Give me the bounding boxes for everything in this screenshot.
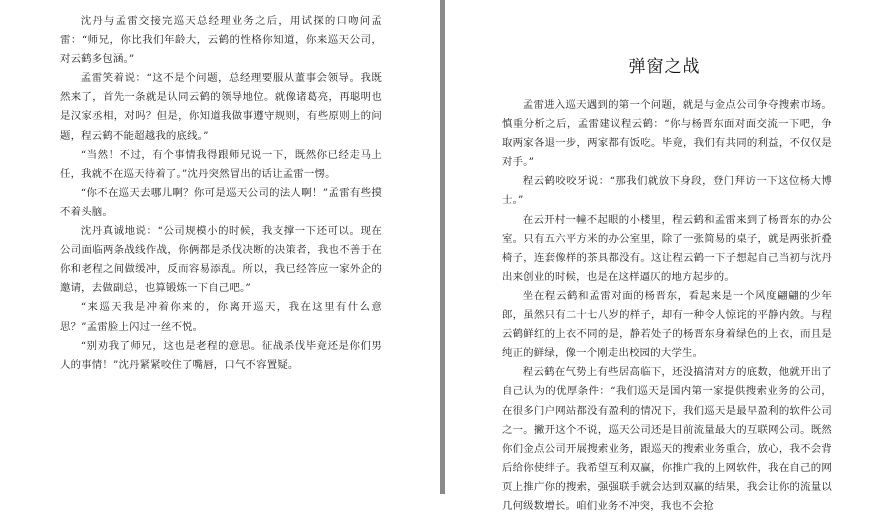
paragraph: “当然！不过，有个事情我得跟师兄说一下，既然你已经走马上任，我就不在巡天待着了。”沈丹突然冒出的话让孟雷一愣。 (60, 148, 382, 180)
paragraph: “来巡天我是冲着你来的，你离开巡天，我在这里有什么意思？”孟雷脸上闪过一丝不悦。 (60, 301, 382, 333)
chapter-title: 弹窗之战 (628, 57, 701, 77)
paragraph: “你不在巡天去哪儿啊？你可是巡天公司的法人啊！”孟雷有些摸不着头脑。 (60, 186, 382, 218)
paragraph: 孟雷进入巡天遇到的第一个问题，就是与金点公司争夺搜索市场。慎重分析之后，孟雷建议程云鹤：“你与杨晋东面对面交流一下吧，争取两家各退一步，两家都有饭吃。毕竟，我们有共同的利益，不仅仅是对手。” (502, 99, 832, 169)
paragraph: 沈丹与孟雷交接完巡天总经理业务之后，用试探的口吻问孟雷：“师兄，你比我们年龄大，云鹤的性格你知道，你来巡天公司，对云鹤多包涵。” (60, 15, 382, 66)
paragraph: 孟雷笑着说：“这不是个问题，总经理要服从董事会领导。我既然来了，首先一条就是认同云鹤的领导地位。就像诸葛亮，再聪明也是汉家丞相，对吗？但是，你知道我做事遵守规则，有些原则上的问题，程云鹤不能超越我的底线。” (60, 72, 382, 142)
left-page (0, 0, 440, 494)
paragraph: 沈丹真诚地说：“公司规模小的时候，我支撑一下还可以。现在公司面临两条战线作战，你俩都是杀伐决断的决策者，我也不善于在你和老程之间做缓冲，反而容易添乱。所以，我已经答应一家外企的邀请，去做副总，也算锻炼一下自己吧。” (60, 225, 382, 295)
right-page-body (502, 96, 832, 516)
right-page (445, 0, 884, 512)
paragraph: “别劝我了师兄，这也是老程的意思。征战杀伐毕竟还是你们男人的事情！”沈丹紧紧咬住了嘴唇，口气不容置疑。 (60, 339, 382, 371)
paragraph: 坐在程云鹤和孟雷对面的杨晋东，看起来是一个风度翩翩的少年郎，虽然只有二十七八岁的样子，却有一种令人惊诧的平静内敛。与程云鹤鲜红的上衣不同的是，静若处子的杨晋东身着绿色的上衣，而且是纯正的鲜绿，像一个刚走出校园的大学生。 (502, 289, 832, 360)
paragraph: 在云开村一幢不起眼的小楼里，程云鹤和孟雷来到了杨晋东的办公室。只有五六平方米的办公室里，除了一张简易的桌子，就是两张折叠椅子，连套像样的茶具都没有。这让程云鹤一下子想起自己当初与沈丹出来创业的时候，也是在这样逼仄的地方起步的。 (502, 213, 832, 283)
left-page-body (60, 12, 382, 375)
paragraph: 程云鹤在气势上有些居高临下，还没搞清对方的底数，他就开出了自己认为的优厚条件：“我们巡天是国内第一家提供搜索业务的公司，在很多门户网站都没有盈利的情况下，我们巡天是最早盈利的软件公司之一。撇开这个不说，巡天公司还是目前流量最大的互联网公司。既然你们金点公司开展搜索业务，跟巡天的搜索业务重合，放心，我不会背后给你使绊子。我希望互利双赢，你推广我的上网软件，我在自己的网页上推广你的搜索，强强联手就会达到双赢的结果，我会让你的流量以几何级数增长。咱们业务不冲突，我也不会抢 (502, 366, 832, 512)
paragraph: 程云鹤咬咬牙说：“那我们就放下身段，登门拜访一下这位杨大博士。” (502, 175, 832, 207)
